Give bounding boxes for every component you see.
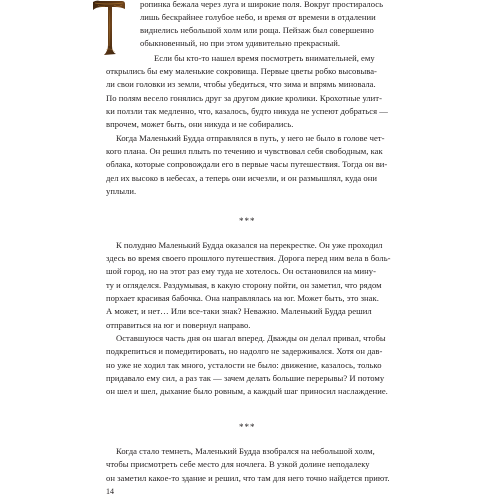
paragraph-3-line: Когда Маленький Будда отправлялся в путь, у него не было в голове чет- <box>116 133 385 143</box>
paragraph-2-line: открылись бы ему маленькие сокровища. Первые цветы робко высовыва- <box>106 66 377 76</box>
paragraph-4-line: ту и огляделся. Раздумывая, в какую сторону пойти, он заметил, что рядом <box>106 280 382 290</box>
paragraph-1-line: виднелись небольшой холм или роща. Пейзаж был совершенно <box>140 25 374 35</box>
paragraph-2-line: впрочем, может быть, они никуда и не собирались. <box>106 119 294 129</box>
paragraph-2-line: Если бы кто-то нашел время посмотреть внимательней, ему <box>154 53 375 63</box>
paragraph-1-line: ропинка бежала через луга и широкие поля. Вокруг простиралось <box>140 0 384 9</box>
paragraph-3-line: уплыли. <box>106 186 137 196</box>
paragraph-1-line: обыкновенный, но при этом удивительно прекрасный. <box>140 38 341 48</box>
paragraph-5-line: он шел и шел, дыхание было ровным, а каждый шаг приносил наслаждение. <box>106 386 388 396</box>
paragraph-6-line: чтобы присмотреть себе место для ночлега. В узкой долине неподалеку <box>106 459 370 469</box>
paragraph-3-line: кого плана. Он решил плыть по течению и чувствовал себя свободным, как <box>106 146 383 156</box>
paragraph-2-line: ли свои головки из земли, чтобы убедиться, что зима и впрямь миновала. <box>106 79 376 89</box>
paragraph-2-line: По полям весело гонялись друг за другом дикие кролики. Крохотные улит- <box>106 93 382 103</box>
dropcap-letter-t <box>92 0 126 56</box>
paragraph-1-line: лишь бескрайнее голубое небо, и время от времени в отдалении <box>140 12 376 22</box>
section-separator: *** <box>239 216 256 226</box>
paragraph-6-line: он заметил какое-то здание и решил, что там для него точно найдется приют. <box>106 473 390 483</box>
paragraph-4-line: отправиться на юг и повернул направо. <box>106 320 251 330</box>
paragraph-6-line: Когда стало темнеть, Маленький Будда взобрался на небольшой холм, <box>116 446 375 456</box>
paragraph-4-line: здесь во время своего прошлого путешествия. Дорога перед ним вела в боль- <box>106 253 391 263</box>
paragraph-2-line: ки ползли так медленно, что, казалось, будто никуда не успеют добраться — <box>106 106 388 116</box>
paragraph-5-line: но уже не ходил так много, усталости не было: движение, казалось, только <box>106 360 382 370</box>
paragraph-4-line: К полудню Маленький Будда оказался на перекрестке. Он уже проходил <box>116 240 383 250</box>
paragraph-4-line: А может, и нет… Или все-таки знак? Неважно. Маленький Будда решил <box>106 306 372 316</box>
paragraph-3-line: дел их высоко в небесах, а теперь они исчезли, и он размышлял, куда они <box>106 173 377 183</box>
paragraph-5-line: придавало ему сил, а раз так — зачем делать большие перерывы? И потому <box>106 373 385 383</box>
section-separator: *** <box>239 422 256 432</box>
paragraph-3-line: облака, которые сопровождали его в первые часы путешествия. Тогда он ви- <box>106 159 388 169</box>
paragraph-5-line: Оставшуюся часть дня он шагал вперед. Дважды он делал привал, чтобы <box>116 333 386 343</box>
paragraph-4-line: шой город, но на этот раз ему туда не хотелось. Он остановился на мину- <box>106 266 376 276</box>
paragraph-5-line: подкрепиться и помедитировать, но надолго не задерживался. Хотя он дав- <box>106 346 383 356</box>
paragraph-4-line: порхает красивая бабочка. Она направлялась на юг. Может быть, это знак. <box>106 293 379 303</box>
page-number: 14 <box>106 487 114 496</box>
